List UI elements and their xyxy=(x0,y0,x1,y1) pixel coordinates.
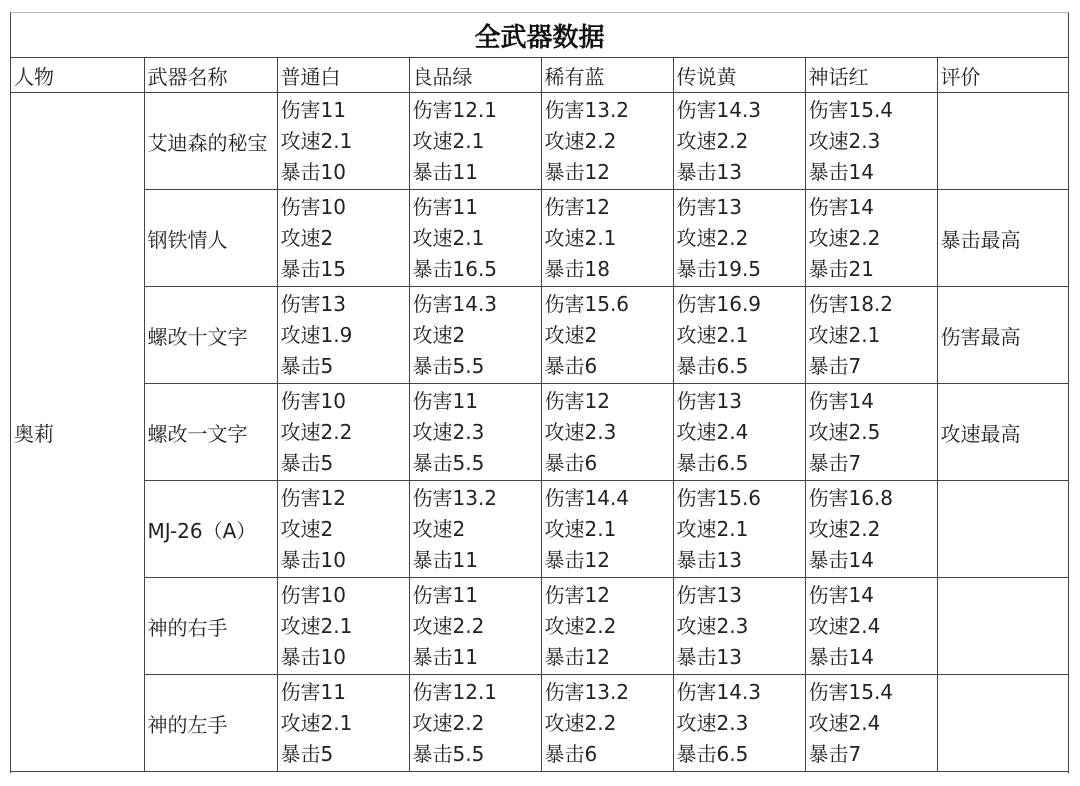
stat-crit: 暴击14 xyxy=(808,548,874,572)
tier-cell-common-white xyxy=(277,578,409,675)
tier-cell-rare-blue xyxy=(541,578,673,675)
stat-crit: 暴击19.5 xyxy=(676,257,762,281)
stat-damage: 伤害14 xyxy=(808,195,874,219)
table-row xyxy=(11,384,1068,481)
tier-cell-rare-blue xyxy=(541,93,673,190)
weapon-name-cell: 神的右手 xyxy=(144,578,277,675)
tier-cell-legend-yellow xyxy=(673,287,805,384)
stat-attack-speed: 攻速2.2 xyxy=(412,711,485,735)
stat-attack-speed: 攻速2.1 xyxy=(280,711,353,735)
stat-crit: 暴击5 xyxy=(280,451,334,475)
stat-damage: 伤害14.3 xyxy=(412,292,498,316)
stat-damage: 伤害11 xyxy=(280,680,346,704)
stat-attack-speed: 攻速2.1 xyxy=(412,129,485,153)
stat-attack-speed: 攻速2.2 xyxy=(676,129,749,153)
header-character: 人物 xyxy=(11,58,144,93)
stat-crit: 暴击13 xyxy=(676,645,742,669)
stat-damage: 伤害11 xyxy=(280,98,346,122)
stat-damage: 伤害14 xyxy=(808,389,874,413)
tier-cell-legend-yellow xyxy=(673,675,805,772)
stat-damage: 伤害13.2 xyxy=(544,98,630,122)
stat-damage: 伤害12 xyxy=(544,583,610,607)
weapon-name-cell: 神的左手 xyxy=(144,675,277,772)
tier-cell-good-green xyxy=(409,384,541,481)
stat-crit: 暴击6 xyxy=(544,354,598,378)
stat-crit: 暴击7 xyxy=(808,742,862,766)
stat-crit: 暴击13 xyxy=(676,160,742,184)
weapon-name-cell: 艾迪森的秘宝 xyxy=(144,93,277,190)
tier-cell-good-green xyxy=(409,287,541,384)
table-row xyxy=(11,675,1068,772)
rating-cell xyxy=(937,481,1068,578)
tier-cell-legend-yellow xyxy=(673,578,805,675)
stat-attack-speed: 攻速2.1 xyxy=(676,323,749,347)
stat-damage: 伤害16.9 xyxy=(676,292,762,316)
table-row xyxy=(11,93,1068,190)
stat-attack-speed: 攻速2.5 xyxy=(808,420,881,444)
tier-cell-myth-red xyxy=(805,190,937,287)
table-row xyxy=(11,578,1068,675)
stat-damage: 伤害15.6 xyxy=(676,486,762,510)
stat-attack-speed: 攻速2.3 xyxy=(412,420,485,444)
rating-cell: 伤害最高 xyxy=(937,287,1068,384)
tier-cell-myth-red xyxy=(805,578,937,675)
stat-damage: 伤害13 xyxy=(676,583,742,607)
character-cell: 奥莉 xyxy=(11,93,144,772)
tier-cell-good-green xyxy=(409,190,541,287)
stat-attack-speed: 攻速2 xyxy=(412,517,466,541)
weapon-data-sheet xyxy=(10,12,1069,773)
rating-cell xyxy=(937,578,1068,675)
stat-damage: 伤害10 xyxy=(280,389,346,413)
stat-attack-speed: 攻速2.4 xyxy=(808,711,881,735)
stat-damage: 伤害10 xyxy=(280,583,346,607)
tier-cell-legend-yellow xyxy=(673,190,805,287)
table-row xyxy=(11,287,1068,384)
stat-crit: 暴击5 xyxy=(280,742,334,766)
rating-cell xyxy=(937,675,1068,772)
stat-crit: 暴击18 xyxy=(544,257,610,281)
tier-cell-myth-red xyxy=(805,287,937,384)
stat-damage: 伤害15.6 xyxy=(544,292,630,316)
stat-crit: 暴击16.5 xyxy=(412,257,498,281)
stat-attack-speed: 攻速2.2 xyxy=(412,614,485,638)
stat-attack-speed: 攻速2.1 xyxy=(808,323,881,347)
stat-crit: 暴击6.5 xyxy=(676,742,749,766)
stat-crit: 暴击11 xyxy=(412,160,478,184)
tier-cell-common-white xyxy=(277,675,409,772)
tier-cell-legend-yellow xyxy=(673,93,805,190)
tier-cell-myth-red xyxy=(805,384,937,481)
stat-attack-speed: 攻速2.2 xyxy=(808,517,881,541)
stat-damage: 伤害14.3 xyxy=(676,680,762,704)
tier-cell-legend-yellow xyxy=(673,481,805,578)
stat-damage: 伤害14.3 xyxy=(676,98,762,122)
stat-attack-speed: 攻速2.2 xyxy=(544,129,617,153)
stat-damage: 伤害11 xyxy=(412,389,478,413)
stat-damage: 伤害12 xyxy=(280,486,346,510)
stat-damage: 伤害14 xyxy=(808,583,874,607)
stat-attack-speed: 攻速2.3 xyxy=(676,711,749,735)
stat-damage: 伤害12 xyxy=(544,389,610,413)
stat-damage: 伤害13.2 xyxy=(412,486,498,510)
stat-damage: 伤害15.4 xyxy=(808,98,894,122)
stat-crit: 暴击15 xyxy=(280,257,346,281)
stat-attack-speed: 攻速2.1 xyxy=(412,226,485,250)
weapon-name-cell: 钢铁情人 xyxy=(144,190,277,287)
stat-damage: 伤害14.4 xyxy=(544,486,630,510)
tier-cell-rare-blue xyxy=(541,287,673,384)
rating-cell: 暴击最高 xyxy=(937,190,1068,287)
table-row xyxy=(11,190,1068,287)
stat-attack-speed: 攻速2.4 xyxy=(808,614,881,638)
stat-crit: 暴击7 xyxy=(808,354,862,378)
stat-attack-speed: 攻速2.1 xyxy=(280,129,353,153)
weapon-name-cell: MJ-26（A） xyxy=(144,481,277,578)
stat-attack-speed: 攻速2 xyxy=(280,226,334,250)
tier-cell-rare-blue xyxy=(541,190,673,287)
stat-crit: 暴击12 xyxy=(544,645,610,669)
stat-attack-speed: 攻速2.2 xyxy=(544,614,617,638)
stat-crit: 暴击14 xyxy=(808,160,874,184)
tier-cell-common-white xyxy=(277,481,409,578)
stat-damage: 伤害10 xyxy=(280,195,346,219)
tier-cell-myth-red xyxy=(805,481,937,578)
stat-attack-speed: 攻速2.3 xyxy=(676,614,749,638)
tier-cell-common-white xyxy=(277,384,409,481)
header-legend-yellow: 传说黄 xyxy=(673,58,805,93)
stat-crit: 暴击21 xyxy=(808,257,874,281)
header-common-white: 普通白 xyxy=(277,58,409,93)
stat-damage: 伤害15.4 xyxy=(808,680,894,704)
stat-crit: 暴击7 xyxy=(808,451,862,475)
stat-crit: 暴击5 xyxy=(280,354,334,378)
stat-crit: 暴击10 xyxy=(280,160,346,184)
stat-attack-speed: 攻速2 xyxy=(412,323,466,347)
stat-damage: 伤害13 xyxy=(676,195,742,219)
tier-cell-good-green xyxy=(409,481,541,578)
stat-attack-speed: 攻速2 xyxy=(280,517,334,541)
tier-cell-common-white xyxy=(277,93,409,190)
tier-cell-myth-red xyxy=(805,93,937,190)
tier-cell-legend-yellow xyxy=(673,384,805,481)
stat-attack-speed: 攻速2.3 xyxy=(544,420,617,444)
tier-cell-rare-blue xyxy=(541,675,673,772)
stat-crit: 暴击5.5 xyxy=(412,354,485,378)
stat-crit: 暴击6.5 xyxy=(676,451,749,475)
tier-cell-common-white xyxy=(277,287,409,384)
stat-attack-speed: 攻速2.1 xyxy=(544,226,617,250)
tier-cell-myth-red xyxy=(805,675,937,772)
stat-attack-speed: 攻速1.9 xyxy=(280,323,353,347)
stat-attack-speed: 攻速2.3 xyxy=(808,129,881,153)
stat-damage: 伤害13 xyxy=(280,292,346,316)
tier-cell-good-green xyxy=(409,93,541,190)
stat-damage: 伤害12 xyxy=(544,195,610,219)
stat-attack-speed: 攻速2.2 xyxy=(676,226,749,250)
tier-cell-rare-blue xyxy=(541,384,673,481)
stat-crit: 暴击6 xyxy=(544,742,598,766)
stat-damage: 伤害12.1 xyxy=(412,680,498,704)
stat-crit: 暴击12 xyxy=(544,160,610,184)
stat-damage: 伤害16.8 xyxy=(808,486,894,510)
stat-damage: 伤害13 xyxy=(676,389,742,413)
header-weapon-name: 武器名称 xyxy=(144,58,277,93)
stat-attack-speed: 攻速2.1 xyxy=(544,517,617,541)
stat-crit: 暴击11 xyxy=(412,548,478,572)
stat-attack-speed: 攻速2.1 xyxy=(676,517,749,541)
header-row xyxy=(11,58,1068,93)
stat-damage: 伤害18.2 xyxy=(808,292,894,316)
stat-attack-speed: 攻速2.2 xyxy=(544,711,617,735)
stat-attack-speed: 攻速2.4 xyxy=(676,420,749,444)
table-row xyxy=(11,481,1068,578)
rating-cell xyxy=(937,93,1068,190)
weapon-name-cell: 螺改一文字 xyxy=(144,384,277,481)
stat-attack-speed: 攻速2 xyxy=(544,323,598,347)
stat-crit: 暴击5.5 xyxy=(412,742,485,766)
stat-attack-speed: 攻速2.1 xyxy=(280,614,353,638)
tier-cell-good-green xyxy=(409,578,541,675)
header-good-green: 良品绿 xyxy=(409,58,541,93)
header-rating: 评价 xyxy=(937,58,1068,93)
stat-attack-speed: 攻速2.2 xyxy=(808,226,881,250)
stat-crit: 暴击13 xyxy=(676,548,742,572)
header-myth-red: 神话红 xyxy=(805,58,937,93)
stat-damage: 伤害11 xyxy=(412,195,478,219)
stat-crit: 暴击10 xyxy=(280,645,346,669)
stat-attack-speed: 攻速2.2 xyxy=(280,420,353,444)
stat-crit: 暴击14 xyxy=(808,645,874,669)
stat-crit: 暴击10 xyxy=(280,548,346,572)
stat-crit: 暴击6 xyxy=(544,451,598,475)
stat-crit: 暴击12 xyxy=(544,548,610,572)
weapon-table xyxy=(11,58,1068,772)
stat-crit: 暴击5.5 xyxy=(412,451,485,475)
tier-cell-rare-blue xyxy=(541,481,673,578)
page-title: 全武器数据 xyxy=(11,13,1068,58)
stat-crit: 暴击6.5 xyxy=(676,354,749,378)
stat-damage: 伤害12.1 xyxy=(412,98,498,122)
tier-cell-good-green xyxy=(409,675,541,772)
weapon-name-cell: 螺改十文字 xyxy=(144,287,277,384)
stat-damage: 伤害11 xyxy=(412,583,478,607)
rating-cell: 攻速最高 xyxy=(937,384,1068,481)
stat-crit: 暴击11 xyxy=(412,645,478,669)
tier-cell-common-white xyxy=(277,190,409,287)
stat-damage: 伤害13.2 xyxy=(544,680,630,704)
header-rare-blue: 稀有蓝 xyxy=(541,58,673,93)
